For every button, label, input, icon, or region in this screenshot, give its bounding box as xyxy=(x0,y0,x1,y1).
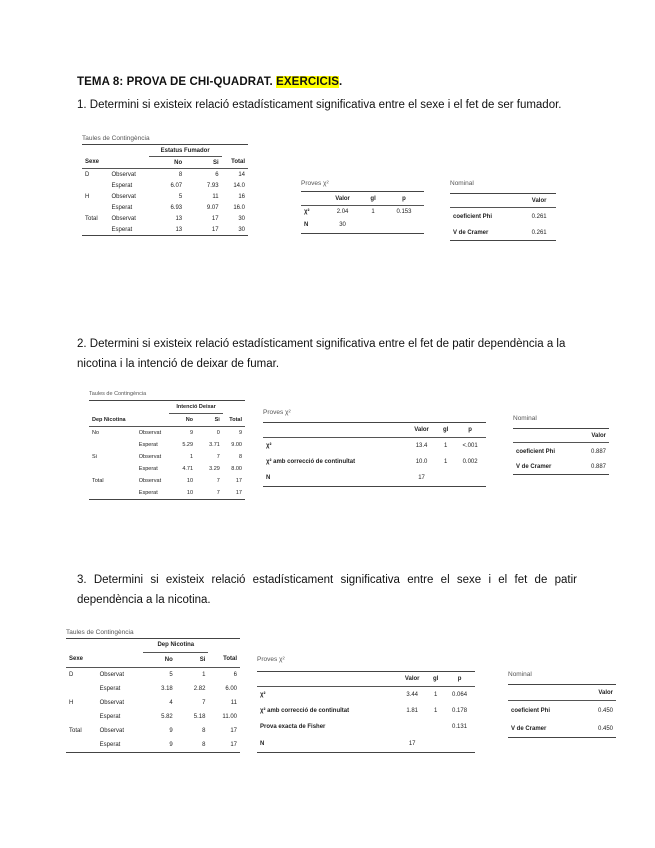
table-cell: N xyxy=(266,475,271,481)
table-row xyxy=(82,224,248,236)
table-cell xyxy=(397,719,427,735)
table-row xyxy=(257,735,475,753)
table-cell: 4.71 xyxy=(182,466,194,472)
col-header: Valor xyxy=(591,432,606,439)
col-header: gl xyxy=(442,427,449,433)
table-cell: V de Cramer xyxy=(511,725,547,732)
table-cell: χ² xyxy=(266,443,272,449)
table-cell: D xyxy=(85,171,90,178)
table-cell: 0.450 xyxy=(597,707,613,714)
table-row xyxy=(89,463,245,475)
table-cell: N xyxy=(304,222,309,228)
table-cell: 17 xyxy=(235,490,242,496)
title-suffix: . xyxy=(339,76,343,88)
table-cell xyxy=(89,439,136,451)
table-cell: 8 xyxy=(202,741,206,748)
table-cell: Esperat xyxy=(138,490,158,496)
table-cell: 9 xyxy=(189,430,194,436)
table-cell: 11 xyxy=(212,193,219,200)
table-cell: Prova exacta de Fisher xyxy=(260,724,326,730)
title-highlight: EXERCICIS xyxy=(276,76,340,88)
table-row xyxy=(508,701,616,721)
table-cell: 0.153 xyxy=(396,208,412,215)
table-cell xyxy=(89,487,136,500)
table-row xyxy=(89,451,245,463)
table-cell: N xyxy=(260,740,265,747)
table-caption: Taules de Contingència xyxy=(66,629,134,636)
table-cell: No xyxy=(92,430,100,436)
table-cell xyxy=(437,470,454,487)
table-cell: 8.00 xyxy=(231,466,242,472)
exercise-2-question: 2. Determini si existeix relació estadísticament significativa entre el fet de patir dependència a la nicotina i la intenció de deixar de fumar. xyxy=(77,338,566,370)
table-row xyxy=(89,427,245,440)
table-caption: Proves χ² xyxy=(263,409,291,416)
col-header: gl xyxy=(433,676,439,682)
table-cell: Esperat xyxy=(99,741,121,748)
col-header: gl xyxy=(370,195,376,202)
col-header: Dep Nicotina xyxy=(92,416,126,423)
col-header: Si xyxy=(214,417,220,423)
col-header: Si xyxy=(199,656,206,663)
table-cell: 0.450 xyxy=(597,725,613,732)
table-cell xyxy=(89,463,136,475)
table-cell xyxy=(362,217,384,234)
table-cell xyxy=(82,224,109,236)
table-row xyxy=(508,720,616,738)
table-caption: Nominal xyxy=(508,671,532,678)
table-row xyxy=(450,208,556,227)
table-cell: 0.261 xyxy=(531,230,547,236)
table-row xyxy=(82,213,248,224)
table-cell: 5.18 xyxy=(193,713,206,720)
table-cell: 3.71 xyxy=(209,442,220,448)
table-cell: 9 xyxy=(169,727,173,734)
table-row xyxy=(82,180,248,191)
col-header: Valor xyxy=(335,195,350,202)
table-caption: Taules de Contingència xyxy=(82,135,150,142)
col-header: p xyxy=(457,676,462,682)
table-cell: 13 xyxy=(175,226,183,233)
table-row xyxy=(513,443,609,461)
table-cell: 7 xyxy=(216,490,220,496)
table-row xyxy=(301,217,424,234)
table-cell: 10 xyxy=(186,478,194,484)
col-header: p xyxy=(402,195,406,202)
col-header xyxy=(136,414,169,427)
col-header: Valor xyxy=(531,197,547,204)
table-cell: 0.064 xyxy=(452,692,468,698)
table-cell: 1 xyxy=(189,454,194,460)
table-cell: Observat xyxy=(111,171,136,178)
table-caption: Taules de Contingència xyxy=(89,391,147,397)
col-header: Total xyxy=(223,656,237,663)
table-cell: 17 xyxy=(211,215,219,222)
table-cell xyxy=(66,738,97,753)
group-header: Estatus Fumador xyxy=(149,145,222,157)
table-row xyxy=(66,682,240,696)
page-title xyxy=(77,76,342,88)
table-cell xyxy=(66,682,97,696)
table-cell xyxy=(427,719,444,735)
ex1-nominal-table xyxy=(450,180,556,241)
exercise-3-question: 3. Determini si existeix relació estadísticament significativa entre el sexe i el fet de patir dependència a la nicotina. xyxy=(77,574,577,606)
table-cell: 8 xyxy=(202,727,206,734)
table-cell: Observat xyxy=(99,699,124,706)
table-cell: coeficient Phi xyxy=(453,214,493,220)
table-cell: 9.00 xyxy=(231,442,242,448)
table-cell: 0.002 xyxy=(462,459,478,465)
table-cell: 9.07 xyxy=(206,204,219,211)
table-row xyxy=(89,487,245,500)
table-cell: coeficient Phi xyxy=(511,707,551,714)
table-cell: 16.0 xyxy=(233,204,245,211)
col-header: Valor xyxy=(598,689,613,696)
table-row xyxy=(263,470,486,487)
table-cell: 17 xyxy=(230,741,237,748)
table-cell: 10 xyxy=(186,490,194,496)
table-row xyxy=(263,454,486,470)
col-header: No xyxy=(174,159,183,166)
table-cell: Total xyxy=(92,478,104,484)
table-cell: V de Cramer xyxy=(453,230,489,236)
table-cell: 8 xyxy=(178,171,183,178)
table-cell: 1 xyxy=(371,208,375,215)
table-caption: Nominal xyxy=(513,415,537,422)
table-row xyxy=(66,667,240,682)
ex1-chi-table xyxy=(301,180,424,234)
group-header: Intenció Deixar xyxy=(169,401,223,414)
table-cell: Observat xyxy=(99,727,124,734)
col-header: Sexe xyxy=(69,656,84,663)
exercise-1-question: 1. Determini si existeix relació estadísticament significativa entre el sexe i el fet de ser fumador. xyxy=(77,99,562,111)
table-row xyxy=(450,226,556,241)
table-cell: D xyxy=(69,671,74,678)
table-cell xyxy=(257,672,397,687)
table-row xyxy=(66,738,240,753)
table-cell: V de Cramer xyxy=(516,464,552,470)
table-cell: 6.00 xyxy=(225,685,237,692)
table-cell: Observat xyxy=(138,478,162,484)
table-cell: 6 xyxy=(215,171,219,178)
table-cell: 1 xyxy=(202,671,206,678)
table-cell: 7.93 xyxy=(206,182,219,189)
col-header: Valor xyxy=(404,676,420,682)
table-cell: <.001 xyxy=(462,443,478,449)
table-cell: Observat xyxy=(99,671,124,678)
table-cell: H xyxy=(69,699,74,706)
table-cell: Esperat xyxy=(99,713,121,720)
table-cell: 2.04 xyxy=(336,208,349,215)
table-cell: Observat xyxy=(138,430,162,436)
table-cell: 5 xyxy=(178,193,183,200)
table-cell: χ² xyxy=(260,692,266,698)
table-cell: 3.29 xyxy=(209,466,220,472)
table-cell: 0.887 xyxy=(590,448,606,455)
col-header: No xyxy=(164,656,173,663)
table-cell: 4 xyxy=(169,699,173,706)
table-caption: Nominal xyxy=(450,180,474,187)
table-cell: 10.0 xyxy=(415,459,428,465)
table-cell: 6.93 xyxy=(170,204,183,211)
table-cell: Esperat xyxy=(138,466,158,472)
table-row xyxy=(513,460,609,475)
table-cell: 5.82 xyxy=(161,713,173,720)
table-row xyxy=(82,202,248,213)
table-cell: 5.29 xyxy=(182,442,194,448)
col-header: No xyxy=(185,417,194,423)
table-cell: 0.261 xyxy=(531,214,547,220)
table-row xyxy=(89,475,245,487)
table-cell: 1 xyxy=(434,692,438,698)
table-cell: 17 xyxy=(230,727,237,734)
table-cell xyxy=(427,735,444,753)
table-cell xyxy=(454,470,486,487)
table-row xyxy=(82,191,248,202)
table-cell: Observat xyxy=(138,454,162,460)
table-cell: 6.07 xyxy=(170,182,183,189)
table-cell: 7 xyxy=(216,478,220,484)
table-cell xyxy=(444,735,475,753)
col-header xyxy=(109,157,149,169)
table-cell: χ² amb correcció de continuïtat xyxy=(266,459,356,465)
table-row xyxy=(82,169,248,181)
table-cell: Esperat xyxy=(138,442,158,448)
table-cell: 11 xyxy=(230,699,237,706)
table-row xyxy=(66,724,240,738)
table-cell: Esperat xyxy=(111,182,133,189)
table-cell: 30 xyxy=(238,215,245,222)
group-header: Dep Nicotina xyxy=(143,639,208,653)
title-text: TEMA 8: PROVA DE CHI-QUADRAT. xyxy=(77,76,277,88)
ex3-chi-table xyxy=(257,656,475,753)
table-cell: 9 xyxy=(238,430,242,436)
table-cell: 0.887 xyxy=(590,464,606,470)
table-cell: 3.18 xyxy=(161,685,173,692)
table-cell: 1 xyxy=(434,708,438,714)
table-cell xyxy=(66,710,97,724)
table-cell: coeficient Phi xyxy=(516,448,556,455)
table-cell: 11.00 xyxy=(222,713,237,720)
table-cell: Total xyxy=(85,215,98,222)
table-cell xyxy=(301,192,323,206)
table-cell: Observat xyxy=(111,193,136,200)
table-row xyxy=(257,703,475,719)
table-row xyxy=(257,719,475,735)
table-cell xyxy=(263,423,406,438)
ex1-contingency-table xyxy=(82,135,248,236)
col-header: Si xyxy=(212,159,219,166)
table-cell: 3.44 xyxy=(406,692,418,698)
table-cell: Total xyxy=(69,727,82,734)
table-cell: 17 xyxy=(418,475,425,481)
table-cell: 0 xyxy=(216,430,220,436)
table-cell: χ² amb correcció de continuïtat xyxy=(260,708,350,714)
col-header: Sexe xyxy=(85,159,100,166)
table-cell: 14 xyxy=(238,171,245,178)
table-cell: 17 xyxy=(211,226,219,233)
table-cell: 7 xyxy=(216,454,220,460)
table-cell xyxy=(82,202,109,213)
table-cell: 0.178 xyxy=(452,708,468,714)
table-cell: 0.131 xyxy=(452,724,468,730)
table-cell: Esperat xyxy=(111,226,133,233)
table-caption: Proves χ² xyxy=(257,656,285,663)
table-cell: 2.82 xyxy=(193,685,206,692)
table-cell: χ² xyxy=(304,208,310,215)
table-caption: Proves χ² xyxy=(301,180,329,187)
table-cell: 8 xyxy=(238,454,242,460)
table-cell xyxy=(82,180,109,191)
ex3-contingency-table xyxy=(66,629,240,753)
table-cell: 13.4 xyxy=(415,443,428,449)
table-cell: 17 xyxy=(408,740,416,747)
table-cell: 1 xyxy=(443,459,448,465)
table-cell: 1 xyxy=(443,443,448,449)
table-cell: 7 xyxy=(202,699,206,706)
table-cell: 9 xyxy=(169,741,173,748)
table-row xyxy=(301,206,424,218)
table-row xyxy=(89,439,245,451)
table-cell: Esperat xyxy=(99,685,121,692)
table-cell: 14.0 xyxy=(233,182,245,189)
table-cell xyxy=(384,217,424,234)
table-cell: 13 xyxy=(175,215,183,222)
ex2-nominal-table xyxy=(513,415,609,475)
table-cell: 1.81 xyxy=(406,708,418,714)
col-header: Valor xyxy=(414,427,429,433)
table-cell: Si xyxy=(92,454,97,460)
table-cell: H xyxy=(85,193,90,200)
table-cell: Esperat xyxy=(111,204,133,211)
table-cell: 30 xyxy=(339,222,346,228)
ex3-nominal-table xyxy=(508,671,616,738)
ex2-chi-table xyxy=(263,409,486,487)
table-cell: 17 xyxy=(235,478,242,484)
col-header: Total xyxy=(229,416,242,423)
table-cell: Observat xyxy=(111,215,136,222)
col-header: p xyxy=(468,427,472,433)
table-row xyxy=(263,438,486,455)
table-cell: 5 xyxy=(169,671,173,678)
col-header: Total xyxy=(231,159,245,166)
ex2-contingency-table xyxy=(89,391,245,500)
col-header xyxy=(97,652,143,667)
table-row xyxy=(66,696,240,710)
table-cell: 16 xyxy=(238,193,245,200)
table-row xyxy=(66,710,240,724)
table-row xyxy=(257,687,475,704)
table-cell: 6 xyxy=(233,671,237,678)
table-cell: 30 xyxy=(238,226,245,233)
